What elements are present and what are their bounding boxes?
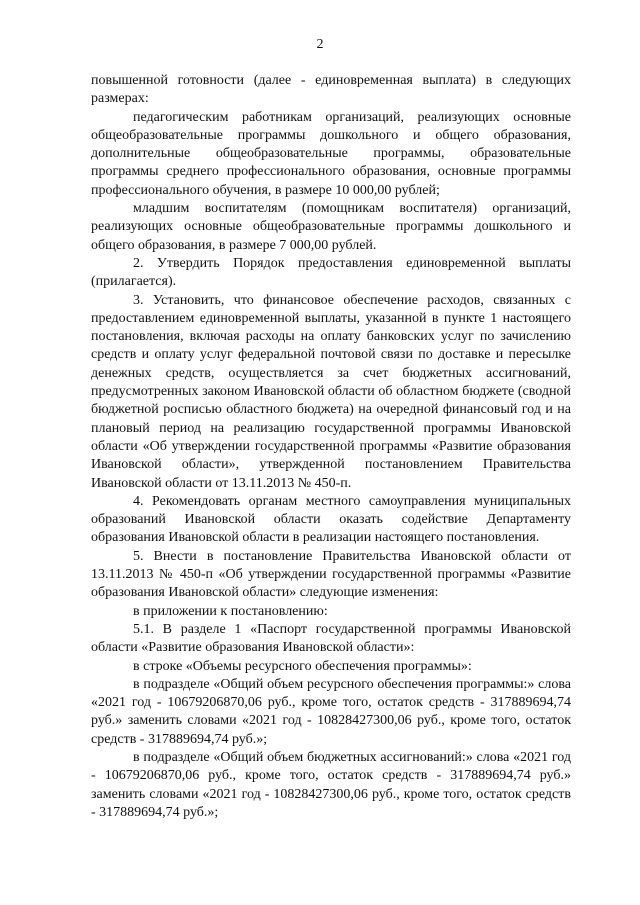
paragraph: 3. Установить, что финансовое обеспечение расходов, связанных с предоставлением единовременной выплаты, указанной в пункте 1 настоящего постановления, включая расходы на оплату банковских услуг по зачислению средств и оплату услуг федеральной почтовой связи по доставке и пересылке денежных средств, осуществляется за счет бюджетных ассигнований, предусмотренных законом Ивановской области об областном бюджете (сводной бюджетной росписью областного бюджета) на очередной финансовый год и на плановый период на реализацию государственной программы Ивановской области «Об утверждении государственной программы «Развитие образования Ивановской области», утвержденной постановлением Правительства Ивановской области от 13.11.2013 № 450-п. <box>91 292 571 491</box>
paragraph: в строке «Объемы ресурсного обеспечения программы»: <box>133 658 472 674</box>
paragraph: 2. Утвердить Порядок предоставления единовременной выплаты (прилагается). <box>91 255 571 290</box>
paragraph: 4. Рекомендовать органам местного самоуправления муниципальных образований Ивановской области оказать содействие Департаменту образования Ивановской области в реализации настоящего постановления. <box>91 493 571 546</box>
paragraph: педагогическим работникам организаций, реализующих основные общеобразовательные программы дошкольного и общего образования, дополнительные общеобразовательные программы, образовательные программы среднего профессионального образования, основные программы профессионального обучения, в размере 10 000,00 рублей; <box>91 109 571 198</box>
page-number: 2 <box>316 37 324 52</box>
paragraph: в приложении к постановлению: <box>133 603 328 619</box>
paragraph: в подразделе «Общий объем бюджетных ассигнований:» слова «2021 год - 10679206870,06 руб., кроме того, остаток средств - 317889694,74 руб.» заменить словами «2021 год - 10828427300,06 руб., кроме того, остаток средств - 317889694,74 руб.»; <box>91 749 571 820</box>
paragraph: 5. Внести в постановление Правительства Ивановской области от 13.11.2013 № 450-п «Об утверждении государственной программы «Развитие образования Ивановской области» следующие изменения: <box>91 548 571 601</box>
paragraph: повышенной готовности (далее - единовременная выплата) в следующих размерах: <box>91 73 571 107</box>
document-body <box>91 72 571 822</box>
paragraph: младшим воспитателям (помощникам воспитателя) организаций, реализующих основные общеобразовательные программы дошкольного и общего образования, в размере 7 000,00 рублей. <box>91 201 571 253</box>
paragraph: 5.1. В разделе 1 «Паспорт государственной программы Ивановской области «Развитие образования Ивановской области»: <box>91 621 571 656</box>
paragraph: в подразделе «Общий объем ресурсного обеспечения программы:» слова «2021 год - 10679206870,06 руб., кроме того, остаток средств - 317889694,74 руб.» заменить словами «2021 год - 10828427300,06 руб., кроме того, остаток средств - 317889694,74 руб.»; <box>91 676 571 747</box>
